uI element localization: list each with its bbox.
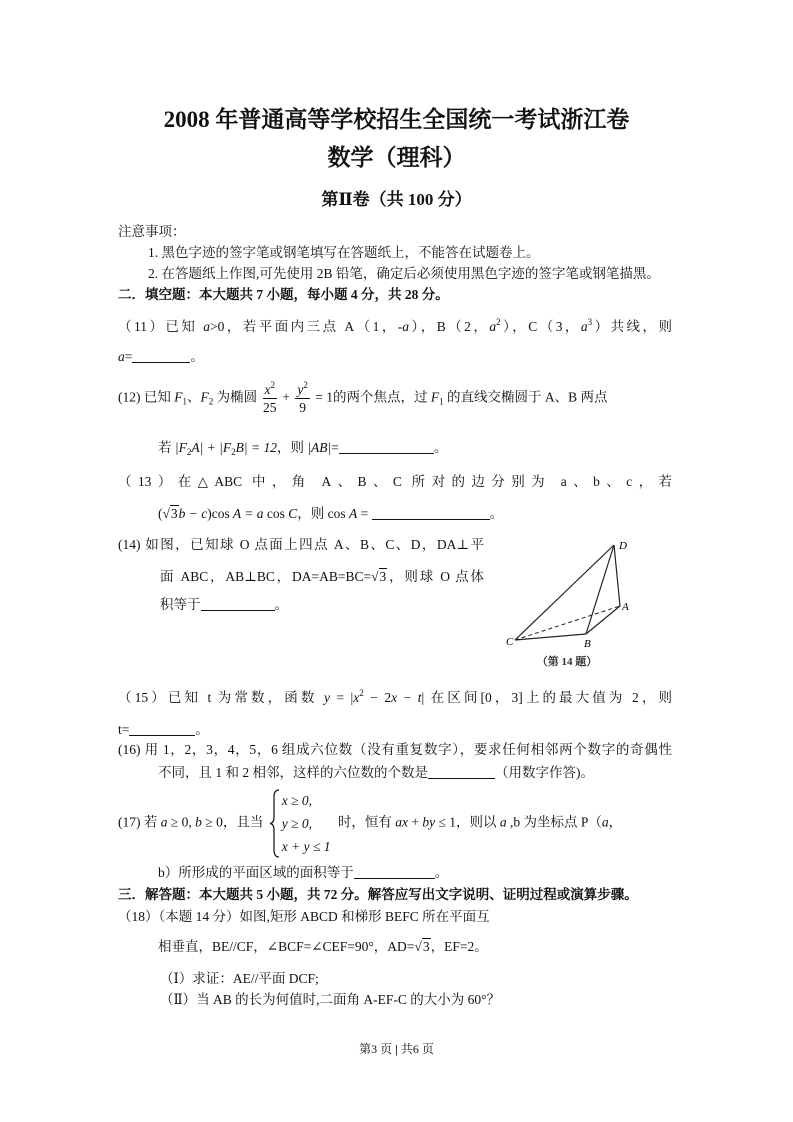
math-var: x	[264, 382, 271, 397]
math-var: a	[499, 814, 507, 830]
text-seg: t=	[118, 722, 130, 737]
answer-blank	[132, 350, 190, 363]
math-sup: 3	[587, 317, 593, 327]
sqrt-radicand: 3	[422, 939, 430, 954]
text-seg: >0，若平面内三点 A（1，-	[209, 319, 403, 334]
text-seg: ，EF=2。	[430, 939, 488, 954]
text-seg: 的直线交椭圆于 A、B 两点	[443, 389, 608, 405]
text-seg: 时，恒有	[334, 814, 396, 830]
inequality-system	[269, 789, 331, 858]
vertex-label-D: D	[619, 540, 627, 552]
page-total: 共6 页	[397, 1042, 434, 1056]
text-seg: b）所形成的平面区域的面积等于	[158, 865, 354, 880]
q15-line1	[118, 689, 672, 707]
math-var: a	[118, 349, 125, 364]
q16-line2	[158, 764, 594, 782]
q18-part1: （Ⅰ）求证：AE//平面 DCF;	[160, 971, 319, 986]
fraction-denominator: 25	[263, 400, 277, 415]
math-var: b	[195, 814, 202, 830]
math-var: F	[430, 389, 440, 405]
system-row: x + y ≤ 1	[281, 839, 331, 854]
math-expr: |AB|	[307, 440, 332, 455]
system-row: x ≥ 0,	[281, 793, 312, 808]
text-seg: ，则	[276, 440, 308, 455]
edge-CA-hidden	[515, 606, 620, 640]
math-expr: A = a	[229, 506, 267, 521]
q12-line2	[158, 439, 447, 457]
math-var: y	[297, 382, 304, 397]
sqrt-sign: √	[371, 569, 379, 584]
section3-heading: 三．解答题：本大题共 5 小题，共 72 分。解答应写出文字说明、证明过程或演算步骤。	[118, 887, 638, 902]
text-seg: =	[357, 506, 372, 521]
text-seg: 。	[434, 865, 449, 880]
math-var: t	[417, 690, 422, 705]
edge-DA	[614, 545, 620, 606]
math-var: A	[349, 506, 358, 521]
math-var: a	[489, 319, 497, 334]
text-seg: 面 ABC，AB⊥BC，DA=AB=BC=	[160, 569, 372, 584]
text-seg: ，则以	[456, 814, 500, 830]
figure-caption: （第 14 题）	[536, 656, 598, 668]
section2-heading: 二．填空题：本大题共 7 小题，每小题 4 分，共 28 分。	[118, 287, 449, 302]
vertex-label-C: C	[506, 636, 514, 648]
sqrt-sign: √	[162, 506, 170, 521]
text-seg: 、	[187, 389, 201, 405]
text-seg: 。	[195, 722, 209, 737]
text-seg: −	[397, 690, 418, 705]
text-seg: 的两个焦点，过	[333, 389, 431, 405]
exam-volume: 第Ⅱ卷（共 100 分）	[321, 190, 472, 209]
text-seg: cos	[266, 506, 285, 521]
math-sup: 2	[303, 380, 308, 390]
text-seg: )cos	[207, 506, 230, 521]
q13-line1: （13）在△ABC 中，角 A、B、C 所对的边分别为 a、b、c，若	[118, 474, 672, 489]
system-row: y ≥ 0,	[281, 816, 312, 831]
math-var: C	[284, 506, 298, 521]
text-seg: 。	[433, 440, 448, 455]
text-seg: （11）已知	[118, 319, 204, 334]
q18-line1: （18）（本题 14 分）如图,矩形 ABCD 和梯形 BEFC 所在平面互	[118, 909, 490, 924]
text-seg: |	[421, 690, 425, 705]
edge-CB	[515, 634, 586, 640]
q11-line2	[118, 348, 204, 366]
text-seg: ，则球 O 点体	[387, 569, 485, 584]
text-seg: ,b 为坐标点 P（	[506, 814, 602, 830]
text-seg: = 1	[311, 389, 333, 405]
math-var: y	[323, 690, 330, 705]
brace-icon	[269, 789, 280, 858]
text-seg: (12) 已知	[118, 389, 175, 405]
math-expr: B| = 12	[235, 440, 277, 455]
math-sup: 2	[496, 317, 501, 327]
answer-blank	[129, 723, 195, 736]
q18-part2: （Ⅱ）当 AB 的长为何值时,二面角 A-EF-C 的大小为 60°？	[160, 992, 501, 1007]
math-sup: 2	[270, 380, 275, 390]
fraction-denominator: 9	[299, 400, 306, 415]
text-seg: ，则 cos	[297, 506, 350, 521]
math-var: a	[160, 814, 168, 830]
text-seg: （15）已知 t 为常数，函数	[118, 690, 324, 705]
q18-line2	[158, 938, 488, 956]
math-var: a	[601, 814, 609, 830]
math-var: a	[203, 319, 210, 334]
text-seg: (17) 若	[118, 814, 161, 830]
text-seg: ≥ 0,	[167, 814, 196, 830]
fraction-numerator	[263, 381, 278, 399]
text-seg: +	[407, 814, 423, 830]
q15-line2	[118, 721, 209, 739]
text-seg: = |	[329, 690, 354, 705]
math-var: F	[200, 389, 209, 405]
q17-line2	[158, 864, 448, 882]
answer-blank	[354, 866, 435, 879]
math-sub: 2	[186, 447, 192, 457]
q14-line2	[160, 568, 484, 586]
math-var: x	[391, 690, 398, 705]
page-footer	[0, 1041, 793, 1057]
q11-line1	[118, 318, 672, 336]
q14-tetrahedron-figure	[500, 535, 640, 675]
exam-subject: 数学（理科）	[327, 145, 466, 170]
answer-blank	[201, 598, 275, 611]
notes-heading: 注意事项：	[118, 224, 186, 239]
text-seg: 相垂直，BE//CF，∠BCF=∠CEF=90°，AD=	[158, 939, 415, 954]
math-var: by	[422, 814, 436, 830]
text-seg: 为椭圆	[213, 389, 261, 405]
text-seg: 在区间[0，3]上的最大值为 2，则	[424, 690, 672, 705]
math-expr: b − c	[178, 506, 208, 521]
note-item: 2. 在答题纸上作图,可先使用 2B 铅笔，确定后必须使用黑色字迹的签字笔或钢笔描黑。	[148, 266, 660, 281]
footer-separator: |	[395, 1042, 398, 1056]
fraction-x2-over-25	[263, 381, 278, 416]
math-var: a	[402, 319, 410, 334]
answer-blank	[428, 766, 495, 779]
sqrt-radicand: 3	[170, 506, 178, 521]
text-seg: 不同，且 1 和 2 相邻，这样的六位数的个数是	[158, 765, 428, 780]
text-seg: ），C（3，	[500, 319, 581, 334]
text-seg: ），B（2，	[409, 319, 490, 334]
text-seg: ，且当	[222, 814, 267, 830]
q14-line1: (14) 如图，已知球 O 点面上四点 A、B、C、D，DA⊥平	[118, 537, 484, 552]
vertex-label-B: B	[584, 638, 591, 650]
math-var: ax	[395, 814, 408, 830]
page-number: 第3 页	[359, 1042, 396, 1056]
text-seg: ，	[608, 814, 623, 830]
text-seg: （用数字作答)。	[495, 765, 594, 780]
text-seg: +	[279, 389, 294, 405]
math-sup: 2	[359, 688, 364, 698]
text-seg: ≥ 0	[201, 814, 223, 830]
q12-line1	[118, 381, 608, 416]
fraction-numerator	[295, 381, 310, 399]
q17-line1	[118, 789, 622, 858]
math-sub: 1	[439, 396, 444, 407]
q16-line1: (16) 用 1，2，3，4，5，6 组成六位数（没有重复数字），要求任何相邻两个数字的奇偶性	[118, 742, 672, 757]
math-var: a	[580, 319, 588, 334]
q14-line3	[160, 596, 288, 614]
sqrt-radicand: 3	[379, 569, 387, 584]
q13-line2	[158, 505, 503, 523]
vertex-label-A: A	[622, 601, 629, 613]
answer-blank	[339, 441, 434, 454]
answer-blank	[372, 507, 490, 520]
fraction-y2-over-9	[295, 381, 310, 416]
text-seg: =	[331, 440, 339, 455]
math-sub: 2	[208, 396, 214, 407]
text-seg: − 2	[363, 690, 392, 705]
text-seg: 。	[274, 597, 288, 612]
note-item: 1. 黑色字迹的签字笔或钢笔填写在答题纸上，不能答在试题卷上。	[148, 245, 540, 260]
math-var: x	[353, 690, 360, 705]
exam-title: 2008 年普通高等学校招生全国统一考试浙江卷	[163, 107, 630, 132]
text-seg: (	[158, 506, 163, 521]
text-seg: 。	[489, 506, 504, 521]
text-seg: ≤ 1	[435, 814, 457, 830]
math-expr: A| + |F	[191, 440, 232, 455]
math-expr: |F	[174, 440, 187, 455]
math-var: F	[174, 389, 183, 405]
math-sub: 1	[182, 396, 187, 407]
sqrt-sign: √	[414, 939, 422, 954]
text-seg: =	[124, 349, 133, 364]
math-sub: 2	[231, 447, 236, 457]
text-seg: 若	[158, 440, 175, 455]
edge-BA	[586, 606, 620, 634]
text-seg: 。	[190, 349, 204, 364]
text-seg: 积等于	[160, 597, 201, 612]
text-seg: ）共线，则	[592, 319, 672, 334]
